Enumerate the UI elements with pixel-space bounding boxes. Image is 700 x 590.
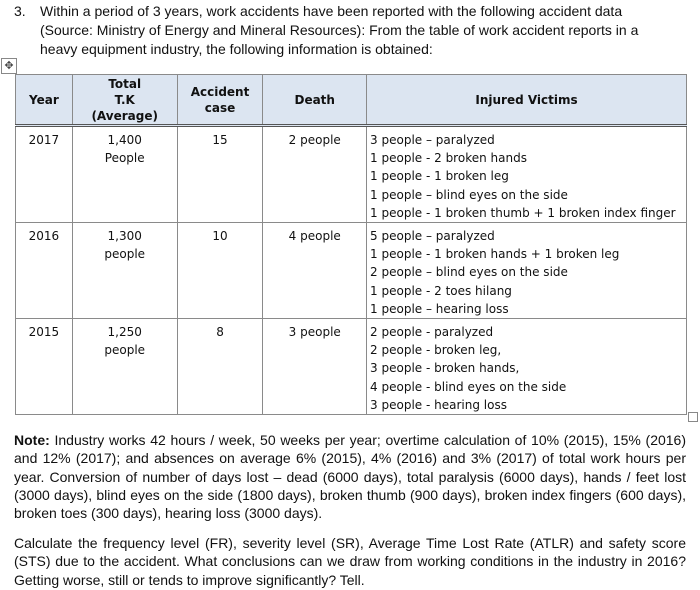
cell-tk-unit: people [104,343,146,358]
header-accident-line-2: case [204,100,236,115]
table-row [16,126,687,223]
cell-injured-victims [367,223,687,319]
question-line-2: (Source: Ministry of Energy and Mineral Resources): From the table of work accident reports in a [40,22,639,38]
injured-line: 4 people - blind eyes on the side [370,379,567,394]
injured-line: 2 people - broken leg, [370,343,502,358]
injured-line: 1 people - 2 broken hands [370,151,527,166]
injured-line: 1 people - 1 broken hands + 1 broken leg [370,247,620,262]
table-header-row [16,75,687,126]
cell-tk-value: 1,400 [107,133,142,147]
note-label: Note: [14,432,50,448]
note-paragraph [14,431,686,522]
injured-line: 1 people – blind eyes on the side [370,187,568,202]
header-accident-line-1: Accident [190,84,250,99]
injured-line: 3 people - hearing loss [370,397,507,412]
cell-accident-case: 10 [177,223,263,319]
cell-death: 2 people [263,126,367,223]
injured-line: 5 people – paralyzed [370,229,495,244]
header-year: Year [16,75,73,126]
injured-line: 1 people – hearing loss [370,301,509,316]
cell-year: 2017 [16,126,73,223]
injured-line: 3 people – paralyzed [370,133,495,147]
header-tk-line-1: Total [108,76,142,91]
injured-line: 3 people - broken hands, [370,361,520,376]
injured-line: 1 people - 2 toes hilang [370,283,512,298]
table-move-icon[interactable]: ✥ [1,58,17,74]
cell-total-tk [72,319,177,415]
table-row [16,319,687,415]
cell-tk-value: 1,250 [107,325,142,340]
header-tk-line-2: T.K [114,92,135,107]
cell-year: 2015 [16,319,73,415]
cell-tk-unit: People [104,151,145,166]
accident-table [15,74,687,415]
cell-death: 4 people [263,223,367,319]
injured-line: 2 people – blind eyes on the side [370,265,568,280]
cell-accident-case: 15 [177,126,263,223]
cell-death: 3 people [263,319,367,415]
question-text [14,2,690,59]
cell-injured-victims [367,126,687,223]
header-total-tk [72,75,177,126]
cell-tk-unit: people [104,247,146,262]
injured-line: 1 people - 1 broken leg [370,169,509,184]
header-death: Death [263,75,367,126]
cell-tk-value: 1,300 [107,229,142,244]
task-paragraph: Calculate the frequency level (FR), severity level (SR), Average Time Lost Rate (ATLR) and safety score (STS) due to the accident. What conclusions can we draw from working conditions in the industry in 2016? Getting worse, still or tends to improve significantly? Tell. [14,535,686,588]
header-injured-victims: Injured Victims [367,75,687,126]
cell-year: 2016 [16,223,73,319]
cell-total-tk [72,126,177,223]
note-text: Industry works 42 hours / week, 50 weeks per year; overtime calculation of 10% (2015), 15% (2016) and 12% (2017); and absences on average 6% (2015), 4% (2016) and 3% (2017) of total work hours per year. Conversion of number of days lost – dead (6000 days), total paralysis (6000 days), hands / feet lost (3000 days), blind eyes on the side (1800 days), broken thumb (900 days), broken index fingers (600 days), broken toes (300 days), hearing loss (3000 days). [14,432,686,522]
question-line-1: Within a period of 3 years, work accidents have been reported with the following accident data [40,3,623,19]
injured-line: 1 people - 1 broken thumb + 1 broken index finger [370,205,676,220]
cell-accident-case: 8 [177,319,263,415]
header-tk-line-3: (Average) [91,108,158,123]
header-accident-case [177,75,263,126]
table-row [16,223,687,319]
cell-injured-victims [367,319,687,415]
injured-line: 2 people - paralyzed [370,325,494,340]
resize-handle-icon[interactable] [688,412,698,422]
question-number: 3. [14,3,26,19]
question-line-3: heavy equipment industry, the following information is obtained: [40,41,433,57]
cell-total-tk [72,223,177,319]
